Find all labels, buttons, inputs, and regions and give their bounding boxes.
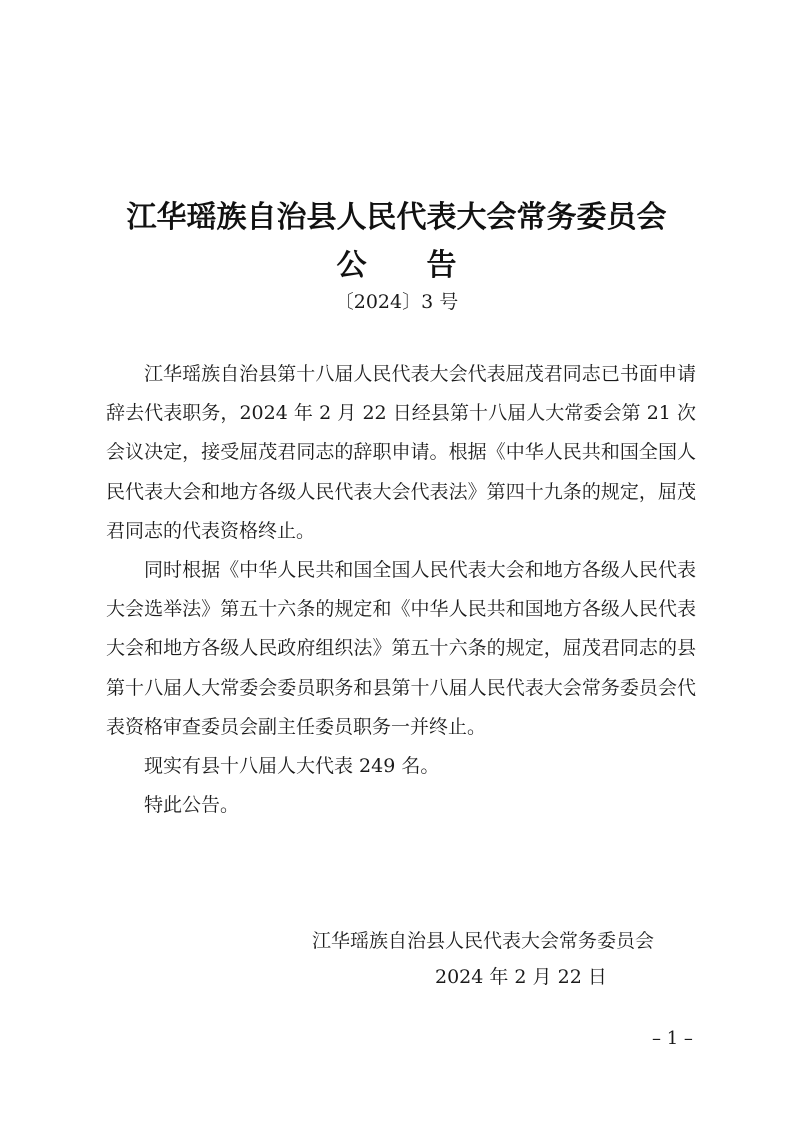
document-subtitle xyxy=(0,240,793,284)
signature-organization: 江华瑶族自治县人民代表大会常务委员会 xyxy=(312,930,655,952)
paragraph: 现实有县十八届人大代表 249 名。 xyxy=(144,755,440,778)
document-body xyxy=(106,355,696,825)
signature-date: 2024 年 2 月 22 日 xyxy=(435,966,607,988)
paragraph: 特此公告。 xyxy=(144,794,240,817)
page-number: – 1 – xyxy=(652,1028,693,1049)
document-title: 江华瑶族自治县人民代表大会常务委员会 xyxy=(126,200,667,235)
subtitle-char-2: 告 xyxy=(426,248,457,283)
paragraph: 江华瑶族自治县第十八届人民代表大会代表屈茂君同志已书面申请辞去代表职务，2024 年 2 月 22 日经县第十八届人大常委会第 21 次会议决定，接受屈茂君同志的辞职申请。根据《中华人民共和国全国人民代表大会和地方各级人民代表大会代表法》第四十九条的规定，屈茂君同志的代表资格终止。 xyxy=(106,363,696,542)
paragraph: 同时根据《中华人民共和国全国人民代表大会和地方各级人民代表大会选举法》第五十六条的规定和《中华人民共和国地方各级人民代表大会和地方各级人民政府组织法》第五十六条的规定，屈茂君同志的县第十八届人大常委会委员职务和县第十八届人民代表大会常务委员会代表资格审查委员会副主任委员职务一并终止。 xyxy=(106,559,696,738)
document-number: 〔2024〕3 号 xyxy=(334,291,459,313)
subtitle-char-1: 公 xyxy=(336,248,367,283)
